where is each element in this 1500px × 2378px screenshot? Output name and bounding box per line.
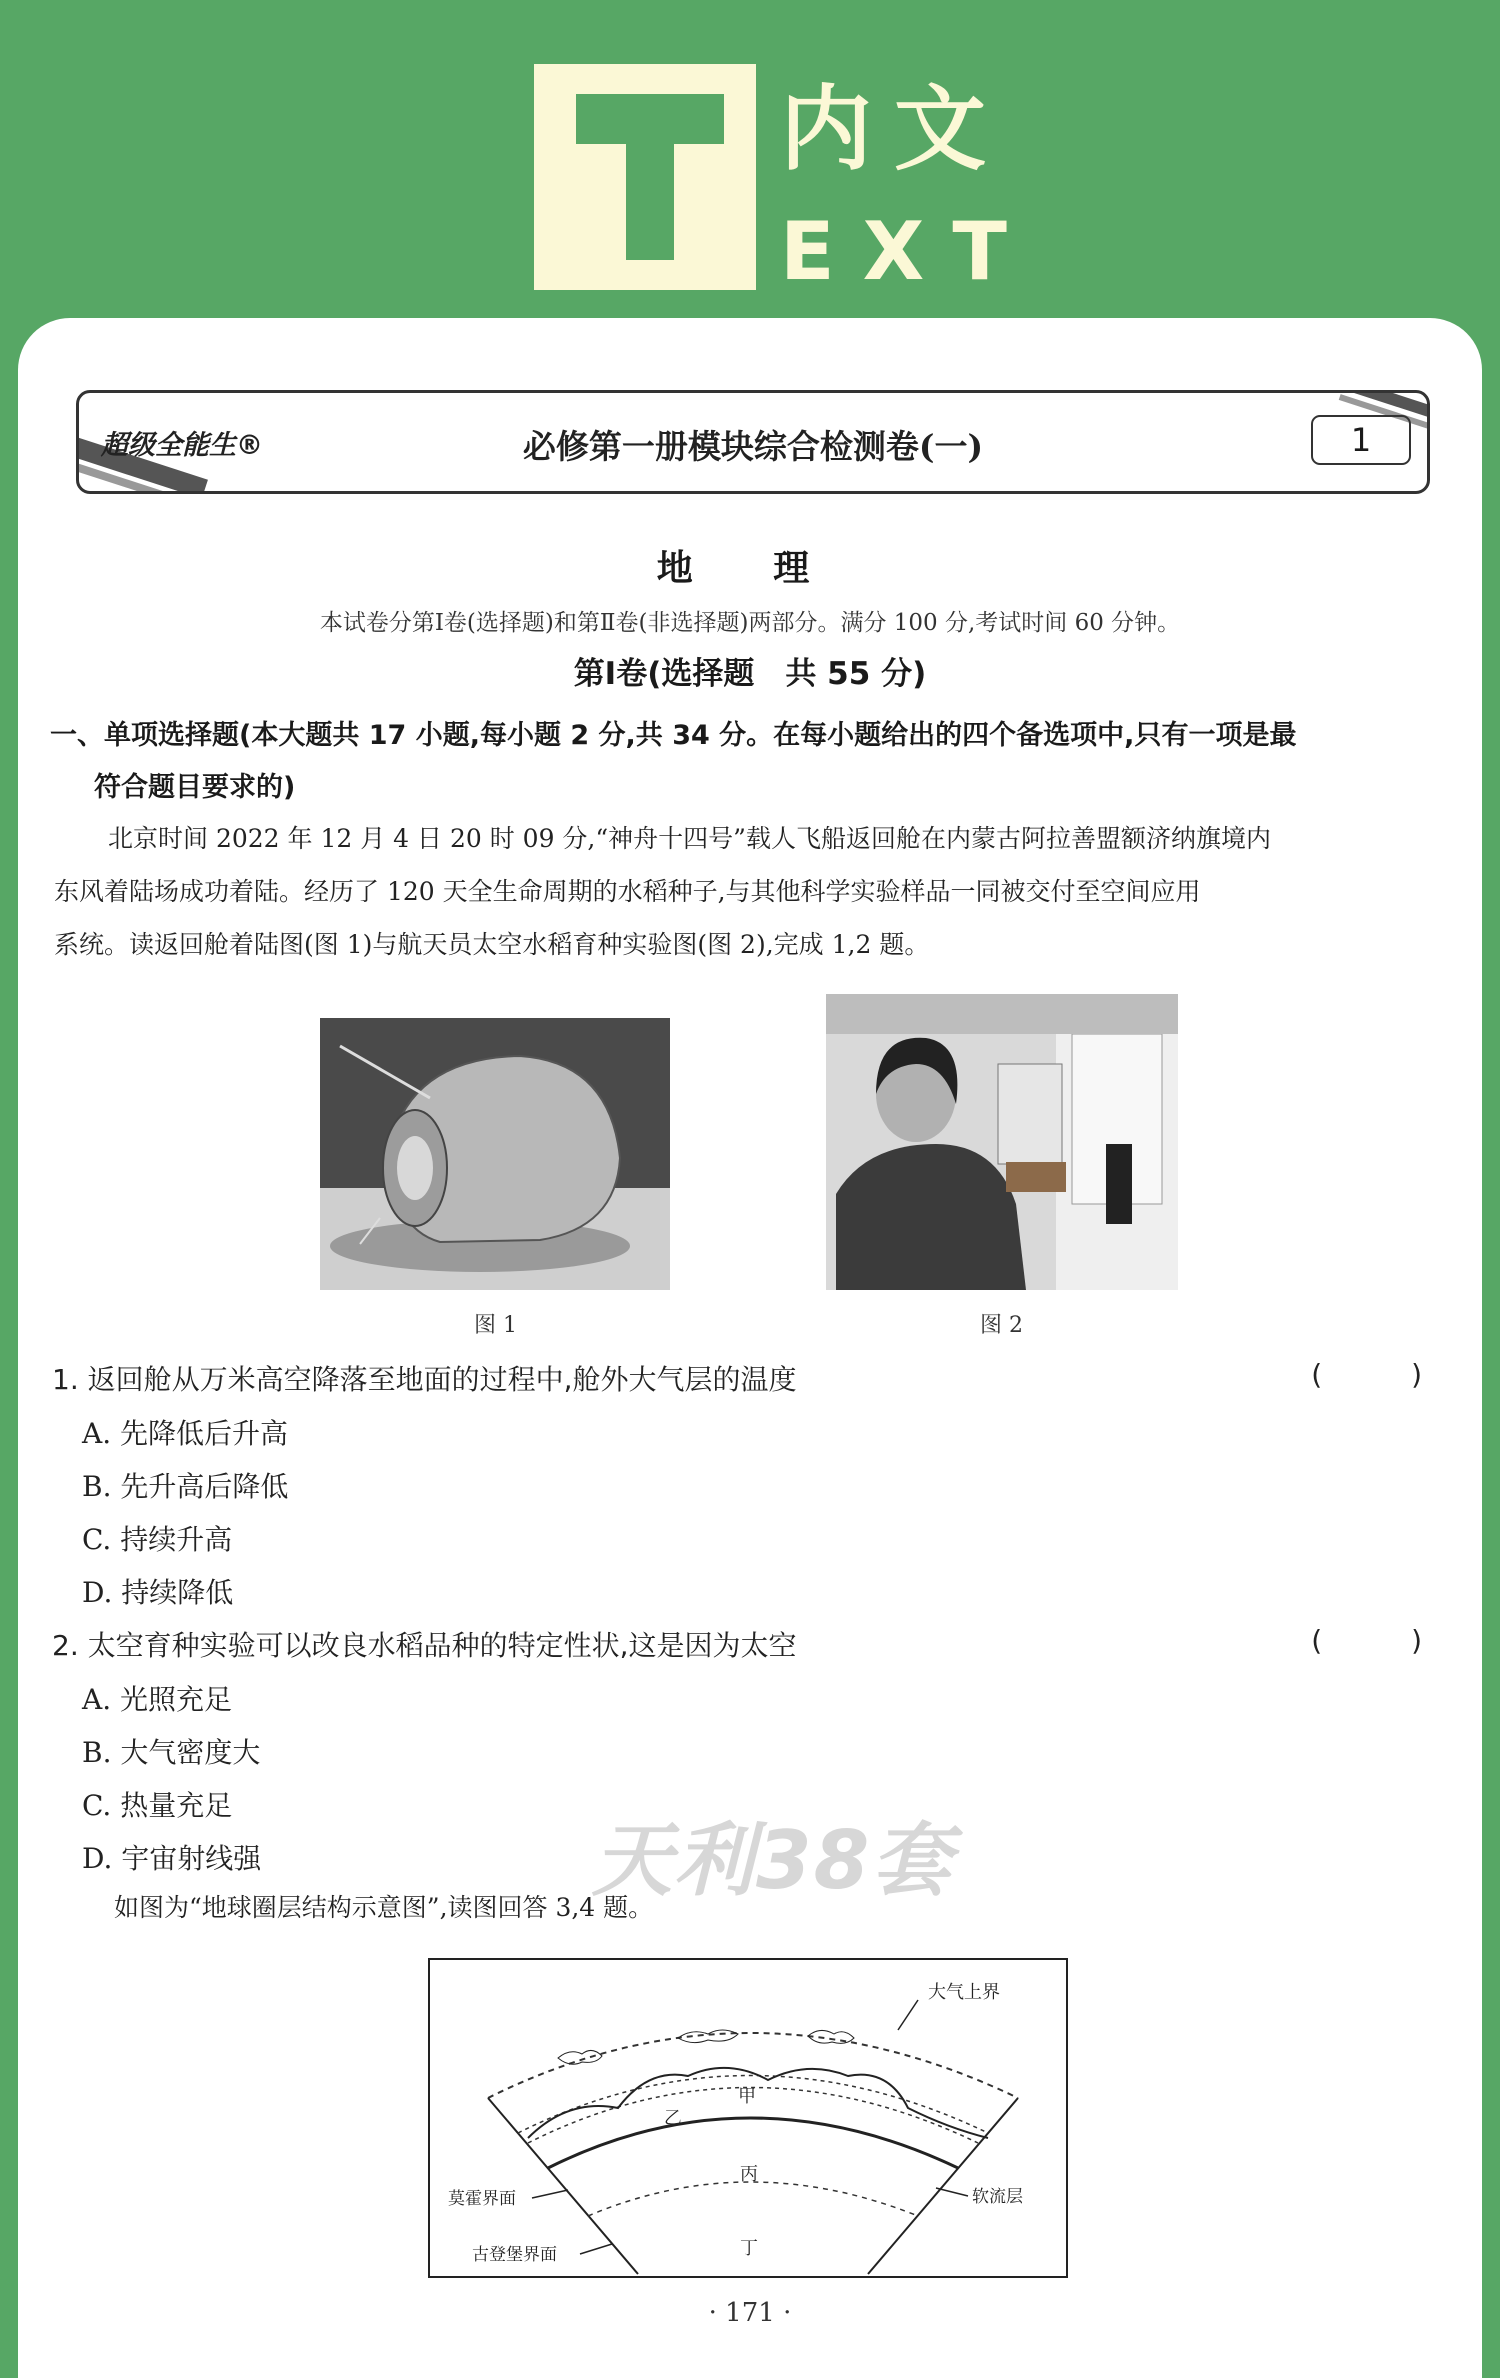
exam-paper xyxy=(18,318,1482,2378)
q1-option-c: C. 持续升高 xyxy=(82,1523,233,1556)
q2-option-a: A. 光照充足 xyxy=(82,1683,233,1716)
label-ding: 丁 xyxy=(740,2238,758,2259)
banner-title-cn: 内文 xyxy=(780,76,1009,183)
earth-layers-diagram xyxy=(428,1958,1068,2278)
passage-line: 北京时间 2022 年 12 月 4 日 20 时 09 分,“神舟十四号”载人飞船返回舱在内蒙古阿拉善盟额济纳旗境内 xyxy=(108,824,1271,853)
label-yi: 乙 xyxy=(664,2108,682,2129)
part-heading-line: 一、单项选择题(本大题共 17 小题,每小题 2 分,共 34 分。在每小题给出的四个备选项中,只有一项是最 xyxy=(50,720,1297,751)
label-moho: 莫霍界面 xyxy=(448,2189,516,2209)
question-1 xyxy=(52,1358,1472,1398)
label-bing: 丙 xyxy=(740,2164,758,2185)
label-jia: 甲 xyxy=(738,2086,756,2107)
passage-line: 东风着陆场成功着陆。经历了 120 天全生命周期的水稻种子,与其他科学实验样品一同被交付至空间应用 xyxy=(54,877,1201,906)
brand-logo: 超级全能生® xyxy=(101,430,263,461)
label-upper-atmosphere: 大气上界 xyxy=(928,1982,1000,2003)
t-letter-icon xyxy=(534,64,756,290)
exam-title: 必修第一册模块综合检测卷(一) xyxy=(522,427,984,466)
part-heading xyxy=(50,710,1470,814)
label-gutenberg: 古登堡界面 xyxy=(472,2245,557,2265)
q1-option-b: B. 先升高后降低 xyxy=(82,1470,289,1503)
text-logo-block xyxy=(534,64,756,290)
page-footer: · 171 · xyxy=(708,2298,792,2328)
question-stem: 2. 太空育种实验可以改良水稻品种的特定性状,这是因为太空 xyxy=(52,1629,797,1662)
answer-bracket: ( ) xyxy=(1311,1624,1462,1657)
q1-option-a: A. 先降低后升高 xyxy=(82,1417,289,1450)
question-2 xyxy=(52,1624,1472,1664)
exam-intro: 本试卷分第Ⅰ卷(选择题)和第Ⅱ卷(非选择题)两部分。满分 100 分,考试时间 60 分钟。 xyxy=(319,610,1181,636)
label-asthenosphere: 软流层 xyxy=(972,2187,1023,2207)
page-number-badge: 1 xyxy=(1311,415,1411,465)
figure-1-capsule-photo xyxy=(320,1018,670,1290)
passage-line: 系统。读返回舱着陆图(图 1)与航天员太空水稻育种实验图(图 2),完成 1,2 题。 xyxy=(54,930,930,959)
q2-option-d: D. 宇宙射线强 xyxy=(82,1842,262,1875)
q2-option-c: C. 热量充足 xyxy=(82,1789,233,1822)
figure-1-caption: 图 1 xyxy=(474,1313,517,1338)
part-heading-line: 符合题目要求的) xyxy=(94,772,296,803)
watermark: 天利38套 xyxy=(592,1814,954,1907)
banner-title-en: EXT xyxy=(780,205,1035,298)
title-bar xyxy=(76,390,1430,494)
figure-2-astronaut-photo xyxy=(826,994,1178,1290)
q1-option-d: D. 持续降低 xyxy=(82,1576,234,1609)
figure-2-caption: 图 2 xyxy=(980,1313,1023,1338)
question-stem: 1. 返回舱从万米高空降落至地面的过程中,舱外大气层的温度 xyxy=(52,1363,797,1396)
diagram-intro: 如图为“地球圈层结构示意图”,读图回答 3,4 题。 xyxy=(114,1893,654,1922)
subject-title: 地 理 xyxy=(656,547,844,589)
answer-bracket: ( ) xyxy=(1311,1358,1462,1391)
q2-option-b: B. 大气密度大 xyxy=(82,1736,261,1769)
reading-passage xyxy=(54,812,1464,971)
section-title: 第Ⅰ卷(选择题 共 55 分) xyxy=(573,656,927,692)
